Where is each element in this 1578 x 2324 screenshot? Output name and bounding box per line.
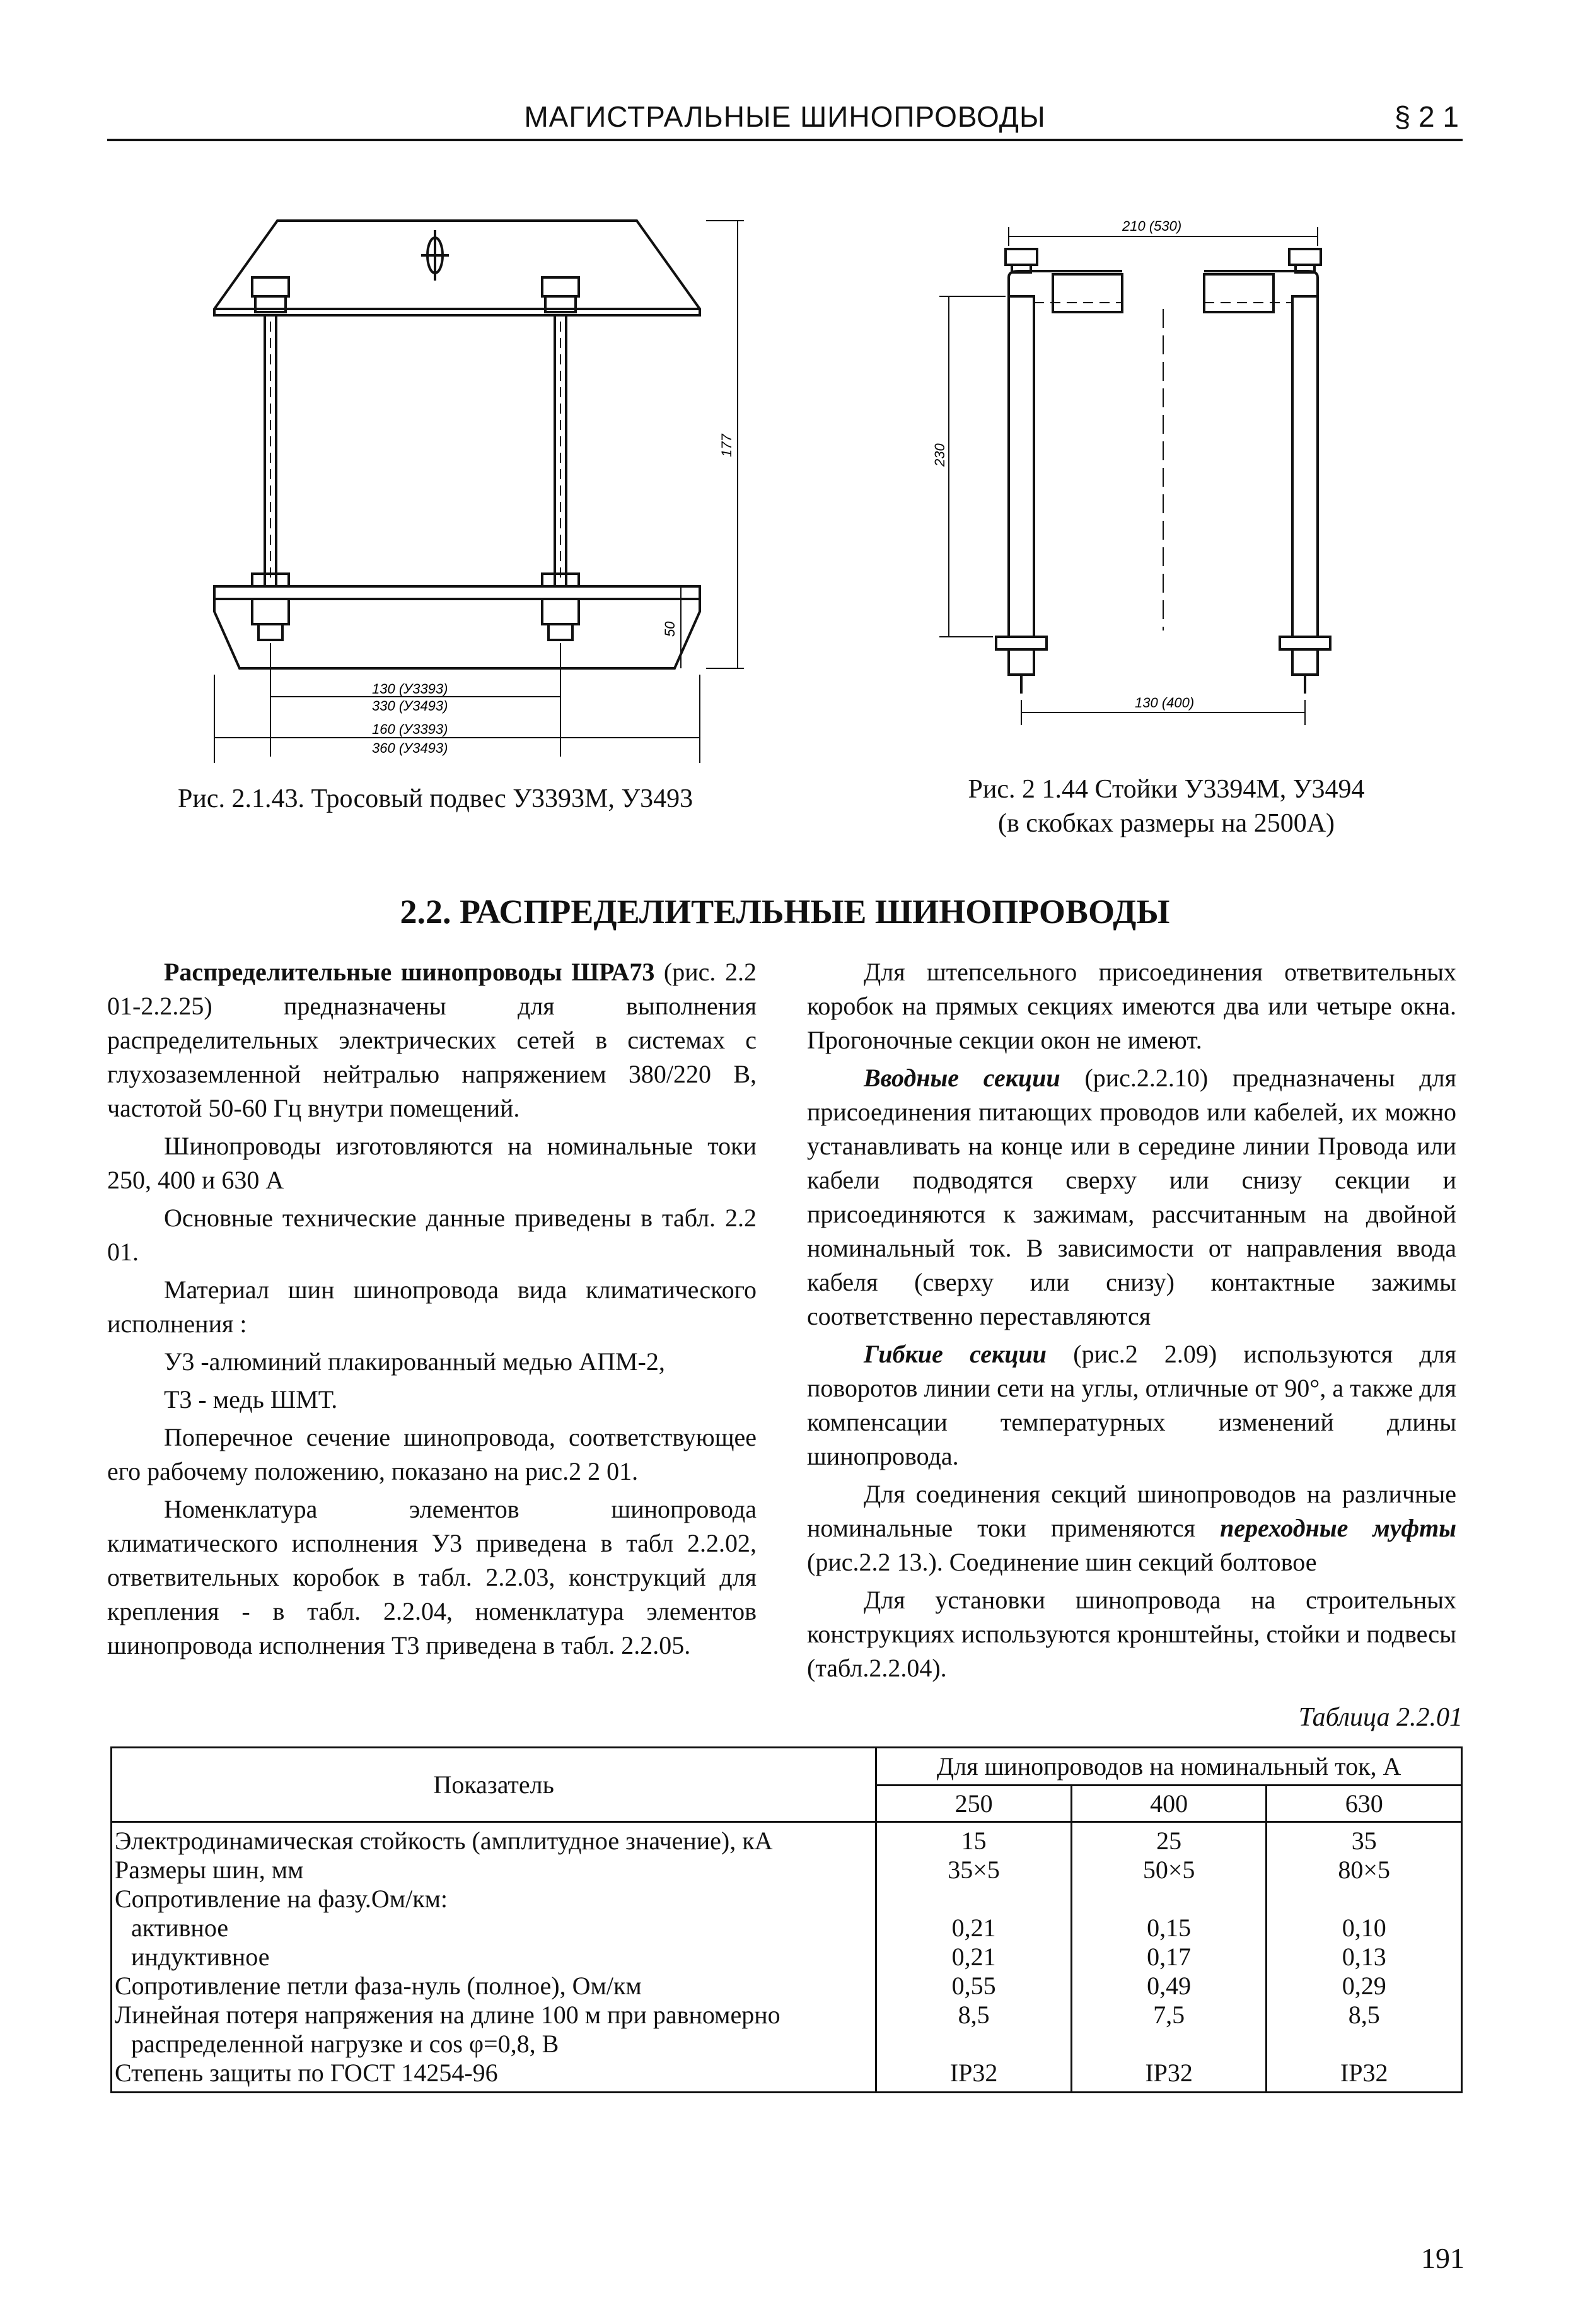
row-value (1267, 1885, 1462, 1914)
figure-supports (927, 214, 1406, 750)
fig1-dim-w3: 160 (У3393) (372, 721, 448, 737)
row-value: IP32 (1071, 2059, 1267, 2093)
right-p3-rest: (рис.2 2.09) используются для поворотов линии сети на углы, отличные от 90°, а также для компенсации температурных изменений длины шинопровода. (807, 1340, 1456, 1470)
row-value: 7,5 (1071, 2001, 1267, 2030)
right-p4-term: переходные муфты (1220, 1514, 1456, 1542)
right-p3 (807, 1337, 1456, 1473)
right-p4-b: (рис.2.2 13.). Соединение шин секций болтовое (807, 1548, 1317, 1576)
row-label: Электродинамическая стойкость (амплитудное значение), кА (112, 1822, 876, 1856)
row-value: 80×5 (1267, 1856, 1462, 1885)
left-p2: Шинопроводы изготовляются на номинальные токи 250, 400 и 630 А (107, 1132, 757, 1194)
left-p7: Поперечное сечение шинопровода, соответствующее его рабочему положению, показано на рис.2 2 01. (107, 1423, 757, 1485)
row-value (1071, 1885, 1267, 1914)
left-p1 (107, 955, 757, 1125)
row-value: 25 (1071, 1822, 1267, 1856)
row-value: 0,21 (876, 1943, 1072, 1972)
right-p5: Для установки шинопровода на строительных конструкциях используются кронштейны, стойки и подвесы (табл.2.2.04). (807, 1586, 1456, 1682)
row-value: IP32 (1267, 2059, 1462, 2093)
table-col-group: Для шинопроводов на номинальный ток, А (876, 1748, 1462, 1786)
right-p4 (807, 1477, 1456, 1579)
row-value: 0,13 (1267, 1943, 1462, 1972)
table-row (112, 1914, 1462, 1943)
fig1-dim-height: 177 (719, 434, 734, 457)
row-value: 0,15 (1071, 1914, 1267, 1943)
fig2-dim-height: 230 (932, 443, 948, 467)
section-mark: § 2 1 (1394, 100, 1459, 133)
table-row (112, 2059, 1462, 2093)
left-p1-rest: (рис. 2.2 01-2.2.25) предназначены для выполнения распределительных электрических сетей в системах с глухозаземленной нейтралью напряжением 380/220 В, частотой 50-60 Гц внутри помещений. (107, 958, 757, 1122)
data-table (110, 1746, 1463, 2093)
left-p3: Основные технические данные приведены в табл. 2.2 01. (107, 1204, 757, 1266)
left-p8: Номенклатура элементов шинопровода климатического исполнения У3 приведена в табл 2.2.02, ответвительных коробок в табл. 2.2.03, конструкций для крепления - в табл. 2.2.04, номенклатура элементов шинопровода исполнения Т3 приведена в табл. 2.2.05. (107, 1495, 757, 1659)
table-row (112, 1943, 1462, 1972)
row-value: 8,5 (876, 2001, 1072, 2030)
table-row (112, 1885, 1462, 1914)
table-col-630: 630 (1267, 1786, 1462, 1822)
row-value: 35×5 (876, 1856, 1072, 1885)
fig1-dim-w1: 130 (У3393) (372, 681, 448, 697)
row-label: Сопротивление на фазу.Ом/км: (112, 1885, 876, 1914)
row-label: Степень защиты по ГОСТ 14254-96 (112, 2059, 876, 2093)
table-row (112, 1822, 1462, 1856)
row-value: 0,55 (876, 1972, 1072, 2001)
row-value: 50×5 (1071, 1856, 1267, 1885)
row-value: 0,10 (1267, 1914, 1462, 1943)
fig1-dim-w2: 330 (У3493) (372, 698, 448, 714)
left-p1-intro: Распределительные шинопроводы ШРА73 (164, 958, 655, 986)
row-label: распределенной нагрузке и cos φ=0,8, В (112, 2030, 876, 2059)
figure-cable-hanger (189, 208, 757, 776)
fig2-dim-top: 210 (530) (1122, 218, 1182, 234)
fig1-dim-w4: 360 (У3493) (372, 740, 448, 756)
table-row (112, 1972, 1462, 2001)
row-value (876, 2030, 1072, 2059)
row-label: индуктивное (112, 1943, 876, 1972)
right-p1: Для штепсельного присоединения ответвительных коробок на прямых секциях имеются два или четыре окна. Прогоночные секции окон не имеют. (807, 958, 1456, 1054)
row-value: 8,5 (1267, 2001, 1462, 2030)
right-p3-term: Гибкие секции (864, 1340, 1047, 1368)
table-row (112, 2030, 1462, 2059)
row-value: 0,21 (876, 1914, 1072, 1943)
page-number: 191 (1421, 2242, 1465, 2274)
left-column (107, 955, 757, 1666)
table-label: Таблица 2.2.01 (1298, 1703, 1463, 1732)
figure2-caption-line2: (в скобках размеры на 2500А) (997, 809, 1335, 838)
row-value: 0,49 (1071, 1972, 1267, 2001)
row-value: 0,29 (1267, 1972, 1462, 2001)
row-value: 15 (876, 1822, 1072, 1856)
right-p4-a: Для соединения секций шинопроводов на различные номинальные токи применяются (807, 1480, 1456, 1542)
table-row (112, 2001, 1462, 2030)
fig2-dim-bottom: 130 (400) (1135, 695, 1195, 711)
table-row (112, 1856, 1462, 1885)
running-head (107, 95, 1463, 141)
left-p5: У3 -алюминий плакированный медью АПМ-2, (164, 1347, 665, 1376)
right-p2 (807, 1061, 1456, 1333)
right-p2-term: Вводные секции (864, 1064, 1060, 1092)
row-value: 35 (1267, 1822, 1462, 1856)
figure2-caption-line1: Рис. 2 1.44 Стойки У3394М, У3494 (968, 775, 1365, 804)
table-col-400: 400 (1071, 1786, 1267, 1822)
right-column (807, 955, 1456, 1689)
running-title: МАГИСТРАЛЬНЫЕ ШИНОПРОВОДЫ (524, 100, 1046, 133)
left-p4: Материал шин шинопровода вида климатического исполнения : (107, 1275, 757, 1338)
row-value: IP32 (876, 2059, 1072, 2093)
figure1-caption: Рис. 2.1.43. Тросовый подвес У3393М, У3493 (178, 784, 693, 813)
fig1-dim-base: 50 (662, 621, 678, 637)
section-heading: 2.2. РАСПРЕДЕЛИТЕЛЬНЫЕ ШИНОПРОВОДЫ (400, 893, 1170, 931)
right-p2-rest: (рис.2.2.10) предназначены для присоединения питающих проводов или кабелей, их можно устанавливать на конце или в середине линии Провода или кабели подводятся сверху или снизу секции и присоединяются к зажимам, рассчитанным на двойной номинальный ток. В зависимости от направления ввода кабеля (сверху или снизу) контактные зажимы соответственно переставляются (807, 1064, 1457, 1330)
table-col-250: 250 (876, 1786, 1072, 1822)
row-label: активное (112, 1914, 876, 1943)
row-value (1071, 2030, 1267, 2059)
row-label: Линейная потеря напряжения на длине 100 м при равномерно (112, 2001, 876, 2030)
left-p6: Т3 - медь ШМТ. (164, 1385, 338, 1414)
row-label: Сопротивление петли фаза-нуль (полное), Ом/км (112, 1972, 876, 2001)
row-value: 0,17 (1071, 1943, 1267, 1972)
row-value (1267, 2030, 1462, 2059)
row-label: Размеры шин, мм (112, 1856, 876, 1885)
figure2-caption (927, 772, 1406, 840)
table-col-param: Показатель (112, 1748, 876, 1822)
row-value (876, 1885, 1072, 1914)
